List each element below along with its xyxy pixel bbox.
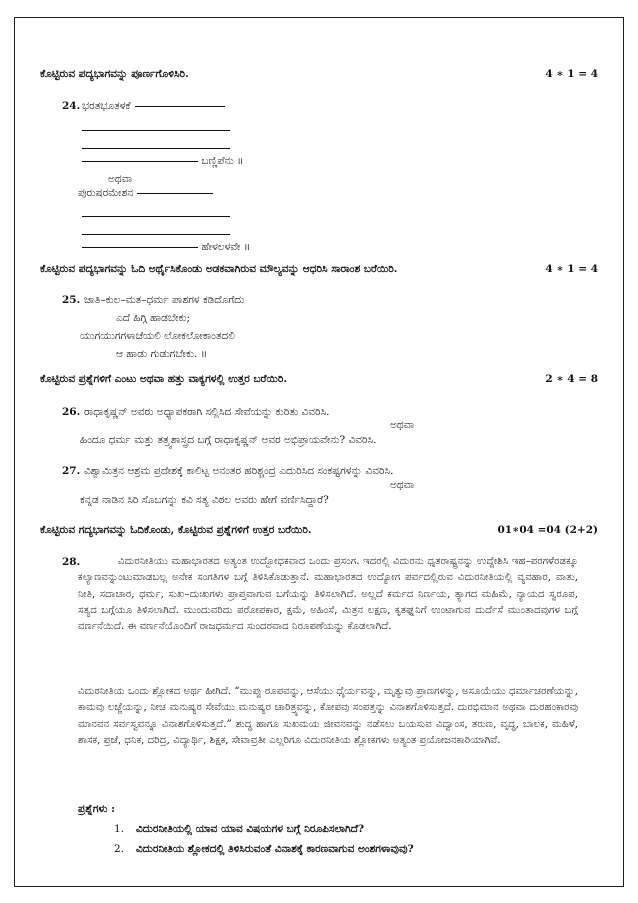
instruction-text: ಕೊಟ್ಟಿರುವ ಪದ್ಯಭಾಗವನ್ನು ಪೂರ್ಣಗೊಳಿಸಿರಿ. (40, 68, 189, 80)
section-instruction-4 (40, 524, 598, 537)
poem-line-4 (78, 155, 243, 168)
marks-label: 4 ∗ 1 = 4 (545, 263, 598, 275)
or-label: ಅಥವಾ (390, 419, 415, 431)
passage-paragraph-1 (78, 554, 578, 635)
blank-line (82, 129, 230, 131)
instruction-text: ಕೊಟ್ಟಿರುವ ಪ್ರಶ್ನೆಗಳಿಗೆ ಎಂಟು ಅಥವಾ ಹತ್ತು ವಾಕ್ಯಗಳಲ್ಲಿ ಉತ್ತರ ಬರೆಯಿರಿ. (40, 373, 288, 385)
question-text: ವಿಶ್ವಾಮಿತ್ರನ ಆಶ್ರಮ ಪ್ರದೇಶಕ್ಕೆ ಕಾಲಿಟ್ಟ ಅನಂತರ ಹರಿಶ್ಚಂದ್ರ ಎದುರಿಸಿದ ಸಂಕಷ್ಟಗಳನ್ನು ವಿವರಿಸಿ. (84, 465, 394, 477)
poem-line-3 (78, 142, 230, 154)
sub-question-text: ವಿದುರನೀತಿಯಲ್ಲಿ ಯಾವ ಯಾವ ವಿಷಯಗಳ ಬಗ್ಗೆ ನಿರೂಪಿಸಲಾಗಿದೆ? (136, 823, 365, 835)
marks-label: 2 ∗ 4 = 8 (545, 373, 598, 385)
section-instruction-2 (40, 263, 598, 276)
sub-question-2 (114, 843, 414, 856)
questions-heading: ಪ್ರಶ್ನೆಗಳು : (78, 803, 116, 815)
question-alt-text: ಹಿಂದೂ ಧರ್ಮ ಮತ್ತು ತತ್ತ್ವಶಾಸ್ತ್ರದ ಬಗ್ಗೆ ರಾಧಾಕೃಷ್ಣನ್ ಅವರ ಅಭಿಪ್ರಾಯವೇನು? ವಿವರಿಸಿ. (80, 434, 377, 446)
question-number-26: 26. (62, 406, 81, 418)
instruction-text: ಕೊಟ್ಟಿರುವ ಗದ್ಯಭಾಗವನ್ನು ಓದಿಕೊಂಡು, ಕೊಟ್ಟಿರುವ ಪ್ರಶ್ನೆಗಳಿಗೆ ಉತ್ತರ ಬರೆಯಿರಿ. (40, 524, 312, 536)
poem-line-7 (78, 228, 230, 240)
question-number-24: 24. (62, 100, 81, 112)
blank-line (82, 147, 230, 149)
poem-line-6 (78, 210, 230, 222)
poem-text: ಭರತಭೂತಳಕೆ (82, 100, 131, 112)
poem-line-8 (78, 241, 250, 254)
marks-label: 4 ∗ 1 = 4 (545, 68, 598, 80)
poem-line-2 (78, 124, 230, 136)
question-alt-text: ಕನ್ನಡ ನಾಡಿನ ಸಿರಿ ಸೊಬಗನ್ನು ಕವಿ ಸತ್ಯ ವಿಠಲ ಅವರು ಹೇಗೆ ವರ್ಣಿಸಿದ್ದಾರೆ? (80, 494, 329, 506)
question-number-28: 28. (62, 556, 81, 568)
marks-label: 01∗04 =04 (2+2) (497, 524, 598, 536)
blank-line (137, 192, 213, 194)
section-instruction-1 (40, 68, 598, 81)
poem-line-5 (78, 187, 213, 200)
poem-line-1 (82, 100, 225, 113)
poem-text: ಪುರುಷರಮೇಶನ (78, 187, 134, 199)
poem-line: ಜಾತಿ–ಕುಲ–ಮತ–ಧರ್ಮ ಪಾಶಗಳ ಕಡಿದೊಗೆದು (84, 294, 245, 306)
or-label: ಅಥವಾ (108, 173, 133, 185)
blank-line (82, 246, 198, 248)
blank-line (82, 160, 198, 162)
sub-question-1 (114, 823, 364, 836)
question-number-27: 27. (62, 465, 81, 477)
sub-question-text: ವಿದುರನೀತಿಯ ಶ್ಲೋಕದಲ್ಲಿ ತಿಳಿಸಿರುವಂತೆ ವಿನಾಶಕ್ಕೆ ಕಾರಣವಾಗುವ ಅಂಶಗಳಾವುವು? (136, 843, 414, 855)
passage-text: ವಿದುರನೀತಿಯ ಒಂದು ಶ್ಲೋಕದ ಅರ್ಥ ಹೀಗಿದೆ. “ಮುಪ್ಪು ರೂಪವನ್ನು, ಆಸೆಯು ಧೈರ್ಯವನ್ನು, ಮೃತ್ಯುವು ಪ್ರಾಣಗಳನ್ನು, ಅಸೂಯೆಯು ಧರ್ಮಾಚರಣೆಯನ್ನು, ಕಾಮವು ಲಜ್ಜೆಯನ್ನು, ನೀಚ ಮನುಷ್ಯರ ಸೇವೆಯು ಮನುಷ್ಯರ ಚಾರಿತ್ರ್ಯವನ್ನು, ಕೋಪವು ಸಂಪತ್ತನ್ನು ವಿನಾಶಗೊಳಿಸುತ್ತದೆ. ದುರಭಿಮಾನ ಅಥವಾ ದುರಹಂಕಾರವು ಮಾನವನ ಸರ್ವಸ್ವವನ್ನೂ ವಿನಾಶಗೊಳಿಸುತ್ತದೆ.” ಶುದ್ಧ ಹಾಗೂ ಸುಖಮಯ ಜೀವನವನ್ನು ನಡೆಸಲು ಬಯಸುವ ವಿದ್ವಾಂಸ, ತರುಣ, ವೃದ್ಧ, ಬಾಲಕ, ಮಹಿಳೆ, ಶಾಸಕ, ಪ್ರಜೆ, ಧನಿಕ, ದರಿದ್ರ, ವಿದ್ಯಾರ್ಥಿ, ಶಿಕ್ಷಕ, ಸೇವಾವ್ರತೀ ಎಲ್ಲರಿಗೂ ವಿದುರನೀತಿಯ ಶ್ಲೋಕಗಳು ಅತ್ಯಂತ ಪ್ರಯೋಜನಕಾರಿಯಾಗಿವೆ. (78, 686, 578, 746)
instruction-text: ಕೊಟ್ಟಿರುವ ಪದ್ಯಭಾಗವನ್ನು ಓದಿ ಅರ್ಥೈಸಿಕೊಂಡು ಅಡಕವಾಗಿರುವ ಮೌಲ್ಯವನ್ನು ಆಧರಿಸಿ ಸಾರಾಂಶ ಬರೆಯಿರಿ. (40, 263, 398, 275)
poem-text: ಬಣ್ಣಿಪೆನು ॥ (201, 155, 244, 167)
or-label: ಅಥವಾ (390, 479, 415, 491)
question-text: ರಾಧಾಕೃಷ್ಣನ್ ಅವರು ಅಧ್ಯಾಪಕರಾಗಿ ಸಲ್ಲಿಸಿದ ಸೇವೆಯನ್ನು ಕುರಿತು ವಿವರಿಸಿ. (84, 406, 330, 418)
blank-line (135, 105, 225, 107)
blank-line (82, 233, 230, 235)
passage-text: ವಿದುರನೀತಿಯು ಮಹಾಭಾರತದ ಅತ್ಯಂತ ಉದ್ಬೋಧಕವಾದ ಒಂದು ಪ್ರಸಂಗ. ಇದರಲ್ಲಿ ವಿದುರನು ಧೃತರಾಷ್ಟ್ರನನ್ನು ಉದ್ದೇಶಿಸಿ ಇಹ–ಪರಗಳೆರಡಕ್ಕೂ ಕಲ್ಯಾಣವನ್ನುಂಟುಮಾಡಬಲ್ಲ ಅನೇಕ ಸಂಗತಿಗಳ ಬಗ್ಗೆ ತಿಳಿಸಿಕೊಡುತ್ತಾನೆ. ಮಹಾಭಾರತದ ಉದ್ಯೋಗ ಪರ್ವದಲ್ಲಿರುವ ವಿದುರನೀತಿಯಲ್ಲಿ ವ್ಯವಹಾರ, ವಾತು, ನೀತಿ, ಸದಾಚಾರ, ಧರ್ಮ, ಸುಖ–ದುಃಖಗಳು ಪ್ರಾಪ್ತವಾಗುವ ಬಗೆಯನ್ನು ತಿಳಿಸಲಾಗಿದೆ. ಅಲ್ಲದೆ ಕರ್ಮದ ನಿರ್ಣಯ, ತ್ಯಾಗದ ಮಹಿಮೆ, ನ್ಯಾಯದ ಸ್ವರೂಪ, ಸತ್ಯದ ಬಗ್ಗೆಯೂ ತಿಳಿಸಲಾಗಿದೆ. ಮುಂದುವರಿದು ಪರೋಪಕಾರ, ಕ್ಷಮೆ, ಅಹಿಂಸೆ, ಮಿತ್ರನ ಲಕ್ಷಣ, ಕೃತಘ್ನನಿಗೆ ಉಂಟಾಗುವ ದುರ್ದೆಸೆ ಮುಂತಾದವುಗಳ ಬಗ್ಗೆ ವರ್ಣನೆಯಿದೆ. ಈ ವರ್ಣನೆಯೊಂದಿಗೆ ರಾಜಧರ್ಮದ ಸುಂದರವಾದ ನಿರೂಪಣೆಯನ್ನು ಕೊಡಲಾಗಿದೆ. (78, 556, 578, 633)
section-instruction-3 (40, 373, 598, 386)
blank-line (82, 215, 230, 217)
poem-line: ಯುಗಯುಗಗಳಾಚೆಯಲಿ ಲೋಕಲೋಕಾಂತದಲಿ (80, 330, 235, 342)
poem-line: ಆ ಹಾಡು ಗುಡುಗಬೇಕು. ॥ (116, 348, 208, 360)
passage-paragraph-2 (78, 684, 578, 749)
poem-text: ಹೇಳಲಳವೇ ॥ (201, 241, 251, 253)
sub-question-number: 1. (114, 823, 125, 835)
sub-question-number: 2. (114, 843, 125, 855)
question-number-25: 25. (62, 294, 81, 306)
poem-line: ಎದೆ ಹಿಗ್ಗಿ ಹಾಡಬೇಕು; (116, 312, 191, 324)
